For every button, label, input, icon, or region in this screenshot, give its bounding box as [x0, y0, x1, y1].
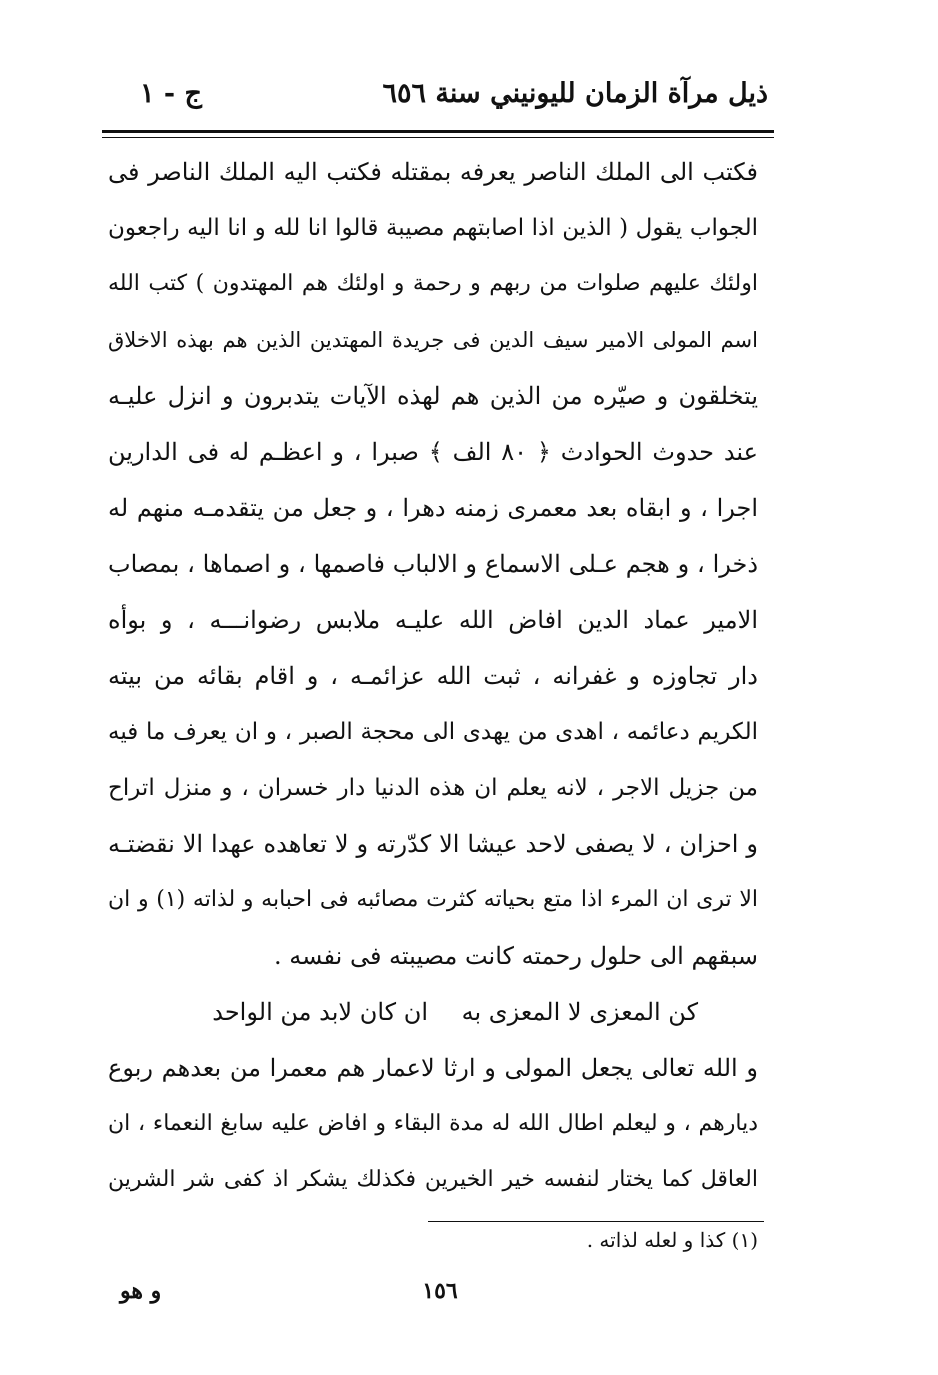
text-line: ديارهم ، و ليعلم اطال الله له مدة البقاء و افاض عليه سابغ النعماء ، ان	[108, 1111, 758, 1136]
verse-line	[108, 990, 758, 1046]
header-rule-thick	[102, 130, 774, 133]
catchword: و هو	[120, 1278, 162, 1304]
text-line: دار تجاوزه و غفرانه ، ثبت الله عزائمـه ، و اقام بقائه من بيته	[108, 662, 758, 690]
text-line: و الله تعالى يجعل المولى و ارثا لاعمار هم معمرا من بعدهم ربوع	[108, 1054, 758, 1082]
footnote: (١) كذا و لعله لذاته .	[586, 1228, 758, 1252]
text-line: سبقهم الى حلول رحمته كانت مصيبته فى نفسه .	[273, 942, 758, 970]
text-line: ذخرا ، و هجم عـلى الاسماع و الالباب فاصمها ، و اصماها ، بمصاب	[108, 550, 758, 578]
text-line: اجرا ، و ابقاه بعد معمرى زمنه دهرا ، و جعل من يتقدمـه منهم له	[108, 494, 758, 522]
text-line: يتخلقون و صيّره من الذين هم لهذه الآيات يتدبرون و انزل عليـه	[108, 382, 758, 410]
text-line: الامير عماد الدين افاض الله عليـه ملابس رضوانـــه ، و بوأه	[108, 606, 758, 634]
running-title: ذيل مرآة الزمان لليونيني سنة ٦٥٦	[382, 78, 768, 109]
text-line: الكريم دعائمه ، اهدى من يهدى الى محجة الصبر ، و ان يعرف ما فيه	[108, 719, 758, 745]
text-line: عند حدوث الحوادث ﴿ ٨٠ الف ﴾ صبرا ، و اعظـم له فى الدارين	[108, 438, 758, 466]
text-line: فكتب الى الملك الناصر يعرفه بمقتله فكتب اليه الملك الناصر فى	[108, 158, 758, 186]
volume-number: ج - ١	[140, 78, 202, 109]
footnote-rule	[428, 1221, 764, 1222]
running-head	[105, 78, 768, 128]
text-line: اسم المولى الامير سيف الدين فى جريدة المهتدين الذين هم بهذه الاخلاق	[108, 328, 758, 352]
text-line: اولئك عليهم صلوات من ربهم و رحمة و اولئك هم المهتدون ) كتب الله	[108, 271, 758, 296]
text-line: من جزيل الاجر ، لانه يعلم ان هذه الدنيا دار خسران ، و منزل اتراح	[108, 775, 758, 801]
header-rule-thin	[102, 137, 774, 138]
text-line: العاقل كما يختار لنفسه خير الخيرين فكذلك يشكر اذ كفى شر الشرين	[108, 1167, 758, 1192]
text-line: الا ترى ان المرء اذا متع بحياته كثرت مصائبه فى احبابه و لذاته (١) و ان	[108, 887, 758, 912]
body-text	[108, 150, 758, 1214]
text-line: و احزان ، لا يصفى لاحد عيشا الا كدّرته و لا تعاهده عهدا الا نقضتـه	[108, 830, 758, 858]
text-line: الجواب يقول ( الذين اذا اصابتهم مصيبة قالوا انا لله و انا اليه راجعون	[108, 215, 758, 241]
page-number: ١٥٦	[422, 1278, 458, 1304]
verse-first-hemistich: كن المعزى لا المعزى به	[461, 998, 698, 1026]
verse-second-hemistich: ان كان لابد من الواحد	[212, 998, 428, 1026]
